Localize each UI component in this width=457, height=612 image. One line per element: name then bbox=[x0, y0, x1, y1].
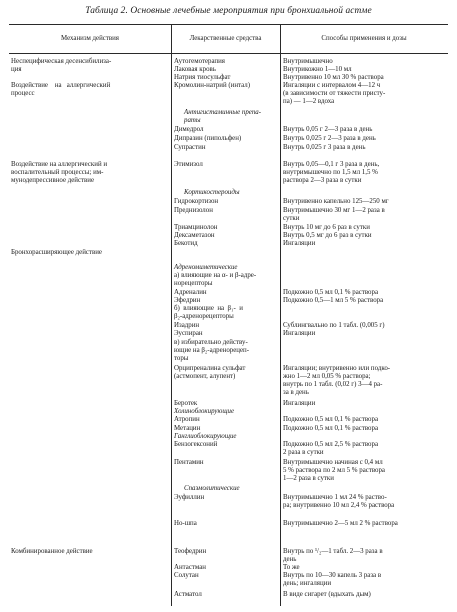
method-text: Ингаляции с интервалом 4—12 ч bbox=[283, 82, 381, 89]
drug-name: Дексаметазон bbox=[174, 232, 215, 239]
mechanism-text: процесс bbox=[11, 90, 35, 97]
method-text: Внутрь 0,025 г 3 раза в день bbox=[283, 144, 366, 151]
header-methods: Способы применения и дозы bbox=[321, 35, 407, 42]
method-text: Ингаляции; внутривенно или подко- bbox=[283, 365, 391, 372]
method-text: Внутримышечно 2—5 мл 2 % раствора bbox=[283, 520, 398, 527]
method-text: Внутрь 0,05 г 2—3 раза в день bbox=[283, 126, 373, 133]
mechanism-text: Комбинированное действие bbox=[11, 548, 93, 555]
drug-name: Кромолин-натрий (интал) bbox=[174, 82, 251, 89]
method-text: Внутримышечно начиная с 0,4 мл bbox=[283, 459, 383, 466]
method-text: жно 1—2 мл 0,05 % раствора; bbox=[283, 373, 371, 380]
drug-name: Преднизолон bbox=[174, 207, 213, 214]
method-text: Ингаляции bbox=[283, 330, 316, 337]
drug-name: Эфедрин bbox=[174, 297, 201, 304]
drug-name: Бензогексоний bbox=[174, 441, 218, 448]
drug-name: Триамцинолон bbox=[174, 224, 218, 231]
method-text: сутки bbox=[283, 215, 300, 222]
method-text: Внутрь 0,025 г 2—3 раза в день bbox=[283, 135, 376, 142]
method-text: 2 раза в сутки bbox=[283, 449, 324, 456]
drug-subgroup: норецепторы bbox=[174, 280, 213, 287]
method-text: день bbox=[283, 556, 297, 563]
drug-name: Эуфиллин bbox=[174, 494, 205, 501]
drug-name: Бекотид bbox=[174, 240, 198, 247]
drug-group-heading: Кортикостероиды bbox=[184, 189, 240, 196]
drug-group-heading: Ганглиоблокирующие bbox=[174, 433, 237, 440]
drug-name: Адреналин bbox=[174, 289, 207, 296]
table-top-rule bbox=[9, 24, 448, 25]
method-text: за в день bbox=[283, 389, 309, 396]
drug-subgroup: а) влияющие на α- и β-адре- bbox=[174, 272, 257, 279]
drug-name: Димедрол bbox=[174, 126, 204, 133]
mechanism-text: Воздействие на аллергический bbox=[11, 82, 111, 89]
drug-subgroup: ющие на β₂-адренорецеп- bbox=[174, 347, 250, 354]
method-text: Внутривенно 10 мл 30 % раствора bbox=[283, 74, 384, 81]
method-text: Подкожно 0,5 мл 2,5 % раствора bbox=[283, 441, 379, 448]
method-text: В виде сигарет (вдыхать дым) bbox=[283, 591, 371, 598]
drug-name: Орципреналина сульфат bbox=[174, 365, 246, 372]
drug-name: Гидрокортизон bbox=[174, 198, 219, 205]
column-divider-2 bbox=[280, 24, 281, 606]
column-divider-1 bbox=[171, 24, 172, 606]
drug-name: Аутогемотерапия bbox=[174, 58, 225, 65]
mechanism-text: Неспецифическая десенсибилиза- bbox=[11, 58, 112, 65]
method-text: день; ингаляции bbox=[283, 580, 332, 587]
method-text: Внутримышечно bbox=[283, 58, 333, 65]
drug-group-heading: Антигистаминные препа- bbox=[184, 109, 262, 116]
drug-name: (астмопент, алупент) bbox=[174, 373, 236, 380]
method-text: 5 % раствора по 2 мл 5 % раствора bbox=[283, 467, 385, 474]
method-text: То же bbox=[283, 564, 300, 571]
header-bottom-rule bbox=[9, 53, 448, 54]
drug-subgroup: в) избирательно действу- bbox=[174, 339, 248, 346]
drug-name: Но-шпа bbox=[174, 520, 197, 527]
mechanism-text: Воздействие на аллергический и bbox=[11, 161, 108, 168]
method-text: Внутрь 10 мг до 6 раз в сутки bbox=[283, 224, 370, 231]
drug-subgroup: б) влияющие на β₁- и bbox=[174, 305, 243, 312]
mechanism-text: воспалительный процессы; им- bbox=[11, 169, 104, 176]
method-text: Внутривенно капельно 125—250 мг bbox=[283, 198, 389, 205]
drug-group-heading: Адреномиметические bbox=[174, 264, 238, 271]
method-text: Сублингвально по 1 табл. (0,005 г) bbox=[283, 322, 385, 329]
drug-name: Антастман bbox=[174, 564, 206, 571]
drug-subgroup: торы bbox=[174, 355, 189, 362]
method-text: Ингаляции bbox=[283, 240, 316, 247]
drug-group-heading: Холиноблокирующие bbox=[174, 408, 235, 415]
mechanism-text: мунодепрессивное действие bbox=[11, 177, 95, 184]
method-text: 1—2 раза в сутки bbox=[283, 475, 334, 482]
method-text: (в зависимости от тяжести присту- bbox=[283, 90, 386, 97]
drug-name: Метацин bbox=[174, 425, 201, 432]
drug-name: Дипразин (пипольфен) bbox=[174, 135, 242, 142]
method-text: Внутрь 0,5 мг до 6 раз в сутки bbox=[283, 232, 372, 239]
table-title: Таблица 2. Основные лечебные мероприятия при бронхиальной астме bbox=[85, 6, 372, 16]
method-text: Подкожно 0,5 мл 0,1 % раствора bbox=[283, 416, 379, 423]
method-text: Внутрь по 10—30 капель 3 раза в bbox=[283, 572, 382, 579]
drug-name: Изадрин bbox=[174, 322, 200, 329]
drug-name: Беротек bbox=[174, 400, 198, 407]
method-text: внутримышечно по 1,5 мл 1,5 % bbox=[283, 169, 378, 176]
mechanism-text: Бронхорасширяющее действие bbox=[11, 249, 102, 256]
header-drugs: Лекарственные средства bbox=[189, 35, 262, 42]
drug-name: Пентамин bbox=[174, 459, 204, 466]
method-text: Подкожно 0,5—1 мл 5 % раствора bbox=[283, 297, 384, 304]
method-text: ра; внутривенно 10 мл 2,4 % раствора bbox=[283, 502, 395, 509]
method-text: Внутрь 0,05—0,1 г 3 раза в день, bbox=[283, 161, 380, 168]
mechanism-text: ция bbox=[11, 66, 22, 73]
header-mechanism: Механизм действия bbox=[61, 35, 119, 42]
method-text: Внутрь по ¹/₂—1 табл. 2—3 раза в bbox=[283, 548, 383, 555]
method-text: Внутримышечно 1 мл 24 % раство- bbox=[283, 494, 387, 501]
drug-name: Натрия тиосульфат bbox=[174, 74, 231, 81]
method-text: Подкожно 0,5 мл 0,1 % раствора bbox=[283, 289, 379, 296]
method-text: Подкожно 0,5 мл 0,1 % раствора bbox=[283, 425, 379, 432]
method-text: Внутрикожно 1—10 мл bbox=[283, 66, 352, 73]
drug-subgroup: β₂-адренорецепторы bbox=[174, 313, 234, 320]
drug-name: Супрастин bbox=[174, 144, 206, 151]
method-text: внутрь по 1 табл. (0,02 г) 3—4 ра- bbox=[283, 381, 383, 388]
drug-name: Теофедрин bbox=[174, 548, 207, 555]
method-text: Ингаляции bbox=[283, 400, 316, 407]
drug-name: Этимизол bbox=[174, 161, 203, 168]
drug-name: Астматол bbox=[174, 591, 202, 598]
drug-group-heading: раты bbox=[184, 117, 201, 124]
drug-name: Солутан bbox=[174, 572, 199, 579]
drug-name: Атропин bbox=[174, 416, 200, 423]
drug-name: Эуспиран bbox=[174, 330, 203, 337]
drug-group-heading: Спазмолитические bbox=[184, 485, 240, 492]
method-text: Внутримышечно 30 мг 1—2 раза в bbox=[283, 207, 385, 214]
drug-name: Лаковая кровь bbox=[174, 66, 216, 73]
method-text: раствора 2—3 раза в сутки bbox=[283, 177, 362, 184]
method-text: па) — 1—2 вдоха bbox=[283, 98, 335, 105]
